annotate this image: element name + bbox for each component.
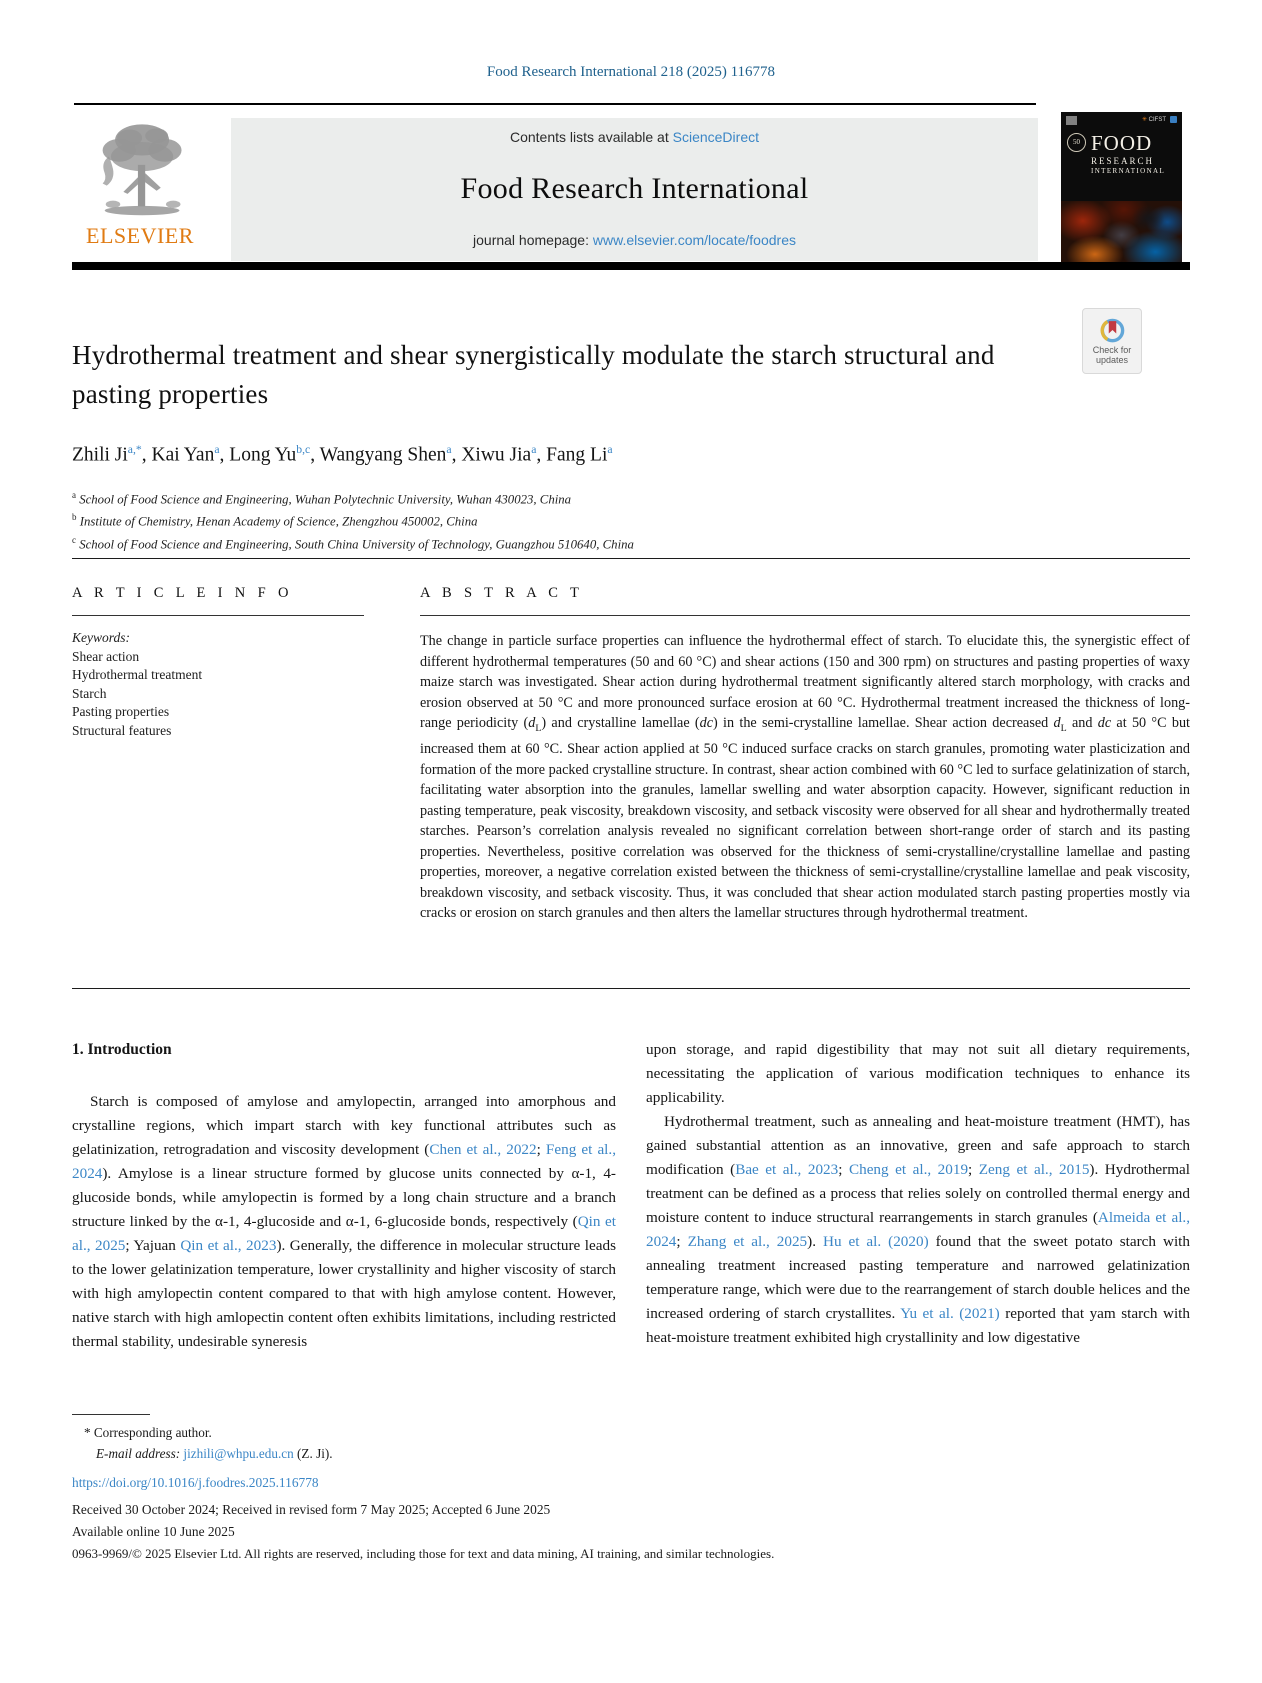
text-segment: (Z. Ji).	[293, 1446, 333, 1461]
cover-title-research: RESEARCH	[1091, 156, 1155, 166]
cover-50-years-badge: 50	[1067, 133, 1086, 152]
text-segment: ) in the semi-crystalline lamellae. Shear action decreased	[713, 715, 1054, 731]
affiliation-sup: b	[72, 512, 77, 523]
cover-title-international: INTERNATIONAL	[1091, 167, 1166, 175]
text-segment: ). Hydrothermal treatment can be defined as a process that relies solely on controlled thermal energy and moisture content to induce structural rearrangements in starch granules (	[646, 1161, 1190, 1226]
affiliation-sup: c	[72, 534, 76, 545]
affiliation-row	[72, 531, 1072, 553]
text-segment: and	[1066, 715, 1098, 731]
cover-org2-icon	[1170, 116, 1177, 123]
affiliation-text: School of Food Science and Engineering, South China University of Technology, Guangzhou 510640, China	[79, 536, 634, 551]
text-segment: reported that yam starch with heat-moisture treatment exhibited high crystallinity and low digestative	[646, 1305, 1190, 1346]
keyword-item: Starch	[72, 685, 107, 701]
text-segment: Starch is composed of amylose and amylopectin, arranged into amorphous and crystalline regions, which impart starch with key functional attributes such as gelatinization, retrogradation and viscosity development (	[72, 1093, 616, 1158]
paragraph	[646, 1038, 1190, 1110]
cover-artwork	[1061, 201, 1182, 263]
abstract-text	[420, 631, 1190, 924]
text-segment: ) and crystalline lamellae (	[541, 715, 700, 731]
text-segment: Zhili Ji	[72, 444, 128, 466]
text-segment: , Long Yu	[219, 444, 297, 466]
elsevier-tree-icon	[74, 115, 206, 223]
elsevier-logo	[74, 113, 206, 263]
divider	[74, 103, 1036, 105]
homepage-prefix: journal homepage:	[473, 232, 593, 248]
text-segment: ; Yajuan	[125, 1237, 181, 1254]
inline-link[interactable]: a	[531, 443, 537, 456]
journal-citation: Food Research International 218 (2025) 116778	[486, 64, 776, 80]
paragraph	[72, 1090, 616, 1354]
text-segment: upon storage, and rapid digestibility that may not suit all dietary requirements, necessitating the application of various modification techniques to enhance its applicability.	[646, 1041, 1190, 1106]
footnote-block	[72, 1414, 772, 1464]
cover-mini-elsevier-icon	[1066, 116, 1077, 125]
inline-link[interactable]: a,*	[127, 443, 142, 456]
text-segment: L	[535, 722, 542, 734]
keyword-item: Shear action	[72, 648, 140, 664]
text-segment: found that the sweet potato starch with annealing treatment increased pasting temperature and narrowed gelatinization temperature range, which were due to the rearrangement of starch double helices and the increased ordering of starch crystallites.	[646, 1233, 1190, 1322]
cover-org-logos	[1142, 116, 1177, 123]
affiliations	[72, 486, 1072, 553]
text-segment: E-mail address:	[96, 1446, 184, 1461]
text-segment: , Kai Yan	[141, 444, 215, 466]
journal-homepage-link[interactable]: www.elsevier.com/locate/foodres	[592, 232, 796, 248]
keyword-item: Structural features	[72, 722, 172, 738]
check-updates-icon	[1099, 317, 1126, 344]
keyword-item: Hydrothermal treatment	[72, 667, 203, 682]
received-dates: Received 30 October 2024; Received in revised form 7 May 2025; Accepted 6 June 2025	[72, 1502, 551, 1517]
check-for-updates-badge[interactable]	[1082, 308, 1142, 374]
text-segment: ;	[676, 1233, 688, 1250]
journal-cover	[1061, 112, 1182, 263]
affiliation-sup: a	[72, 490, 76, 500]
inline-link[interactable]: Qin et al., 2025	[72, 1213, 616, 1254]
affiliation-text: School of Food Science and Engineering, Wuhan Polytechnic University, Wuhan 430023, China	[79, 492, 572, 507]
inline-link[interactable]: Cheng et al., 2019	[848, 1161, 969, 1178]
paragraph	[646, 1110, 1190, 1350]
affiliation-row	[72, 508, 1072, 530]
email-line	[72, 1443, 772, 1464]
text-segment: The change in particle surface properties can influence the hydrothermal effect of starch. To elucidate this, the synergistic effect of different hydrothermal temperatures (50 and 60 °C) and shear actions (150 and 300 rpm) on structures and pasting properties of waxy maize starch was investigated. Shear action during hydrothermal treatment significantly altered starch morphology, with cracks and erosion observed at 50 °C and more pronounced surface erosion at 60 °C. Hydrothermal treatment increased the thickness of long-range periodicity (	[420, 633, 1190, 731]
body-left-column	[72, 1038, 616, 1354]
text-segment: d	[1053, 715, 1061, 731]
divider	[72, 1414, 150, 1415]
title-block	[72, 336, 1012, 414]
cover-icons-row	[1061, 112, 1182, 125]
cover-title-area	[1061, 125, 1182, 175]
divider	[72, 615, 364, 616]
homepage-line	[241, 232, 1028, 248]
divider	[420, 615, 1190, 616]
inline-link[interactable]: a	[214, 443, 220, 456]
inline-link[interactable]: Feng et al., 2024	[72, 1141, 616, 1182]
text-segment: ). Generally, the difference in molecular structure leads to the lower gelatinization temperature, lower crystallinity and higher viscosity of starch with high amylopectin content compared to that with high amylose content. However, native starch with high amlopectin content often exhibits limitations, including restricted thermal stability, undesirable syneresis	[72, 1237, 616, 1350]
divider	[72, 988, 1190, 989]
inline-link[interactable]: Qin et al., 2023	[180, 1237, 277, 1254]
article-body	[72, 1038, 1190, 1354]
section-heading-introduction: 1. Introduction	[72, 1041, 172, 1058]
inline-link[interactable]: Hu et al. (2020)	[822, 1233, 929, 1250]
journal-banner	[231, 118, 1038, 261]
cifst-label: CIFST	[1148, 117, 1166, 123]
cover-title-food: FOOD	[1091, 131, 1153, 155]
check-updates-label: Check for updates	[1092, 344, 1132, 365]
divider	[72, 558, 1190, 559]
keywords-label: Keywords:	[72, 630, 130, 645]
corresponding-author-note: * Corresponding author.	[84, 1425, 212, 1440]
cover-title-block	[1091, 133, 1165, 175]
text-segment: at 50 °C but increased them at 60 °C. Shear action applied at 50 °C induced surface cracks on starch granules, promoting water plasticization and formation of the more packed crystalline structure. In contrast, shear action combined with 60 °C led to surface gelatinization of starch, facilitating water absorption into the granules, lamellar swelling and water absorption capacity. However, significant reduction in pasting temperature, peak viscosity, breakdown viscosity, and setback viscosity were observed for all shear and hydrothermally treated starches. Pearson’s correlation analysis revealed no significant correlation between short-range order of starch and its pasting properties. Nevertheless, positive correlation was observed for the thickness of semi-crystalline/crystalline lamellae and pasting properties, moreover, a negative correlation existed between the thickness of semi-crystalline/crystalline lamellae and peak viscosity, breakdown viscosity, and setback viscosity. Thus, it was concluded that shear action modulated starch pasting properties mostly via cracks or erosion on starch granules and then alters the lamellar structures through hydrothermal treatment.	[420, 715, 1190, 922]
keywords-list	[72, 648, 364, 741]
inline-link[interactable]: Bae et al., 2023	[735, 1161, 839, 1178]
inline-link[interactable]: a	[607, 443, 613, 456]
inline-link[interactable]: b,c	[296, 443, 311, 456]
text-segment: L	[1060, 722, 1067, 734]
keyword-item: Pasting properties	[72, 704, 170, 719]
elsevier-wordmark: ELSEVIER	[86, 223, 194, 248]
info-abstract-section	[72, 585, 1190, 924]
text-segment: , Xiwu Jia	[451, 444, 532, 466]
contents-line	[241, 129, 1028, 145]
text-segment: , Fang Li	[536, 444, 608, 466]
affiliation-row	[72, 486, 1072, 508]
abstract-column	[420, 585, 1190, 924]
article-info-heading: A R T I C L E I N F O	[72, 585, 293, 601]
inline-link[interactable]: jizhili@whpu.edu.cn	[183, 1446, 294, 1461]
abstract-heading: A B S T R A C T	[420, 585, 584, 601]
text-segment: ;	[838, 1161, 849, 1178]
divider	[72, 262, 1190, 270]
text-segment: ;	[536, 1141, 546, 1158]
body-right-column	[646, 1038, 1190, 1354]
inline-link[interactable]: Zhang et al., 2025	[687, 1233, 808, 1250]
inline-link[interactable]: Zeng et al., 2015	[978, 1161, 1090, 1178]
journal-header	[72, 103, 1190, 263]
text-segment: ;	[968, 1161, 979, 1178]
cifst-star-icon: ✳	[1141, 117, 1147, 123]
copyright-line: 0963-9969/© 2025 Elsevier Ltd. All rights are reserved, including those for text and data mining, AI training, and similar technologies.	[72, 1546, 775, 1561]
text-segment: ).	[807, 1233, 823, 1250]
text-segment: Hydrothermal treatment, such as annealing and heat-moisture treatment (HMT), has gained substantial attention as an innovative, green and safe approach to starch modification (	[646, 1113, 1190, 1178]
article-info-column	[72, 585, 364, 924]
text-segment: , Wangyang Shen	[310, 444, 447, 466]
text-segment: d	[528, 715, 536, 731]
article-title: Hydrothermal treatment and shear synergistically modulate the starch structural and pasting properties	[72, 340, 995, 410]
inline-link[interactable]: Chen et al., 2022	[429, 1141, 537, 1158]
doi-link[interactable]: https://doi.org/10.1016/j.foodres.2025.116778	[72, 1475, 319, 1490]
available-online: Available online 10 June 2025	[72, 1524, 235, 1539]
journal-title: Food Research International	[460, 171, 809, 205]
text-segment: dc	[699, 715, 714, 731]
contents-prefix: Contents lists available at	[509, 129, 673, 145]
sciencedirect-link[interactable]: ScienceDirect	[672, 129, 759, 145]
author-line	[72, 443, 1072, 467]
affiliation-text: Institute of Chemistry, Henan Academy of Science, Zhengzhou 450002, China	[79, 514, 478, 529]
footer-block	[72, 1472, 1190, 1565]
text-segment: dc	[1097, 715, 1112, 731]
text-segment: ). Amylose is a linear structure formed by glucose units connected by α-1, 4-glucoside bonds, while amylopectin is formed by a long chain structure and a branch structure linked by the α-1, 4-glucoside and α-1, 6-glucoside bonds, respectively (	[72, 1165, 616, 1230]
keywords-block	[72, 629, 364, 740]
inline-link[interactable]: Yu et al. (2021)	[900, 1305, 1000, 1322]
cover-org-label	[1142, 116, 1166, 123]
inline-link[interactable]: a	[446, 443, 452, 456]
inline-link[interactable]: Almeida et al., 2024	[646, 1209, 1191, 1250]
